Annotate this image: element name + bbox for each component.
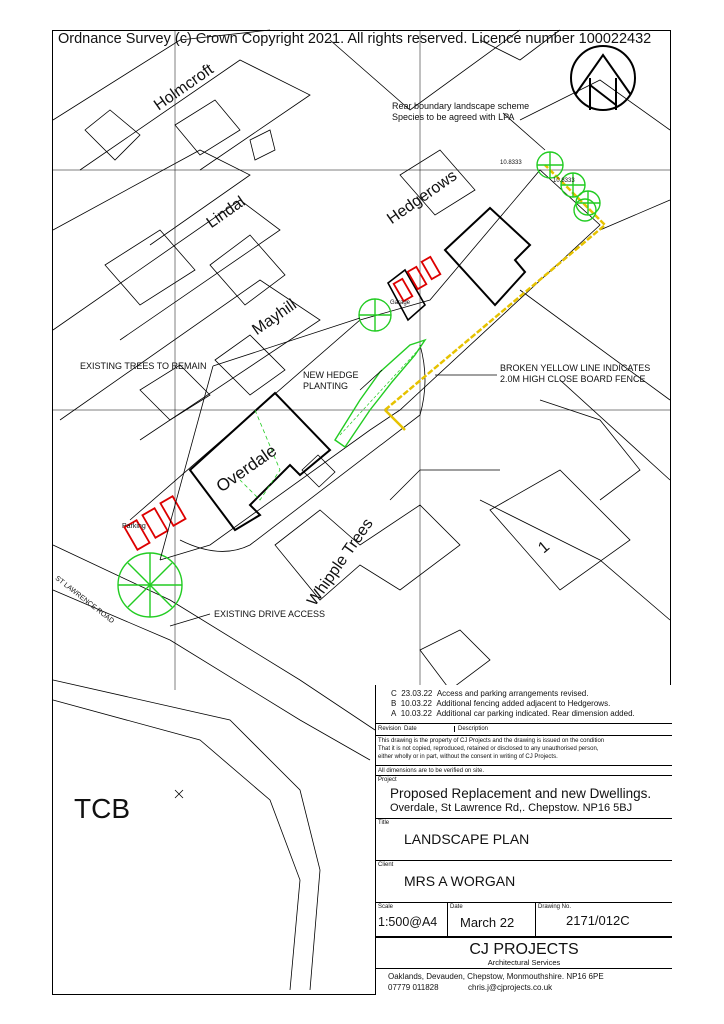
drawing-title: LANDSCAPE PLAN: [404, 831, 530, 847]
date-cell: Date March 22: [448, 903, 536, 937]
company-phone: 07779 011828: [388, 983, 439, 992]
label-whipple-trees: Whipple Trees: [304, 515, 377, 610]
fence-note-1: BROKEN YELLOW LINE INDICATES: [500, 363, 651, 373]
drawing-number-cell: Drawing No. 2171/012C: [538, 904, 630, 928]
label-plot-1: 1: [535, 538, 554, 557]
level-label-1: 10.8333: [500, 160, 522, 166]
title-block: [375, 685, 671, 995]
company-subtitle: Architectural Services: [487, 958, 561, 967]
label-hedgerows: Hedgerows: [384, 167, 461, 228]
ownership-notice: This drawing is the property of CJ Projects and the drawing is issued on the condition That it is not copied, reproduced, retained or disclosed to any unauthorised person, either wholly or in part, without the consent in writing of CJ Projects.: [376, 735, 672, 765]
client-name: MRS A WORGAN: [404, 873, 516, 889]
company-address: Oaklands, Devauden, Chepstow, Monmouthshire. NP16 6PE: [388, 972, 604, 981]
parking-label: Parking: [122, 523, 146, 530]
existing-trees-note: EXISTING TREES TO REMAIN: [80, 361, 207, 371]
scale-cell: Scale 1:500@A4: [376, 903, 448, 937]
label-lindal: Lindal: [203, 193, 249, 232]
company-name: CJ PROJECTS: [469, 941, 579, 958]
garage-label: Garage: [390, 300, 411, 306]
client-row: Client MRS A WORGAN: [376, 860, 672, 902]
revision-header-row: Revision Date Description: [376, 723, 672, 735]
rear-boundary-note-2: Species to be agreed with LPA: [392, 112, 515, 122]
title-row: Title LANDSCAPE PLAN: [376, 818, 672, 860]
copyright-notice: Ordnance Survey (c) Crown Copyright 2021. All rights reserved. Licence number 100022432: [58, 31, 652, 47]
new-hedge-note-2: PLANTING: [303, 381, 349, 391]
dimensions-note-row: All dimensions are to be verified on site.: [376, 765, 672, 775]
label-tcb: TCB: [74, 793, 130, 824]
road-name: ST LAWRENCE ROAD: [53, 575, 116, 626]
revision-row-b: B 10.03.22 Additional fencing added adjacent to Hedgerows.: [391, 699, 611, 708]
drive-access-note: EXISTING DRIVE ACCESS: [214, 609, 326, 619]
label-overdale: Overdale: [212, 440, 281, 497]
label-mayhill: Mayhill: [249, 296, 300, 339]
scale-date-drawing-row: [376, 902, 672, 936]
revision-row-a: A 10.03.22 Additional car parking indicated. Rear dimension added.: [391, 709, 635, 718]
project-line-1: Proposed Replacement and new Dwellings.: [390, 786, 652, 801]
new-hedge-note-1: NEW HEDGE: [303, 370, 359, 380]
project-row: Project Proposed Replacement and new Dwellings. Overdale, St Lawrence Rd,. Chepstow. NP16 5BJ: [376, 775, 672, 818]
label-holmcroft: Holmcroft: [151, 60, 217, 115]
company-block: [376, 936, 672, 995]
level-label-2: 10.8333: [553, 178, 575, 184]
project-line-2: Overdale, St Lawrence Rd,. Chepstow. NP16 5BJ: [390, 802, 633, 814]
company-email[interactable]: chris.j@cjprojects.co.uk: [468, 983, 553, 992]
fence-note-2: 2.0M HIGH CLOSE BOARD FENCE: [500, 374, 646, 384]
rear-boundary-note-1: Rear boundary landscape scheme: [392, 101, 530, 111]
revision-row-c: C 23.03.22 Access and parking arrangements revised.: [391, 689, 589, 698]
